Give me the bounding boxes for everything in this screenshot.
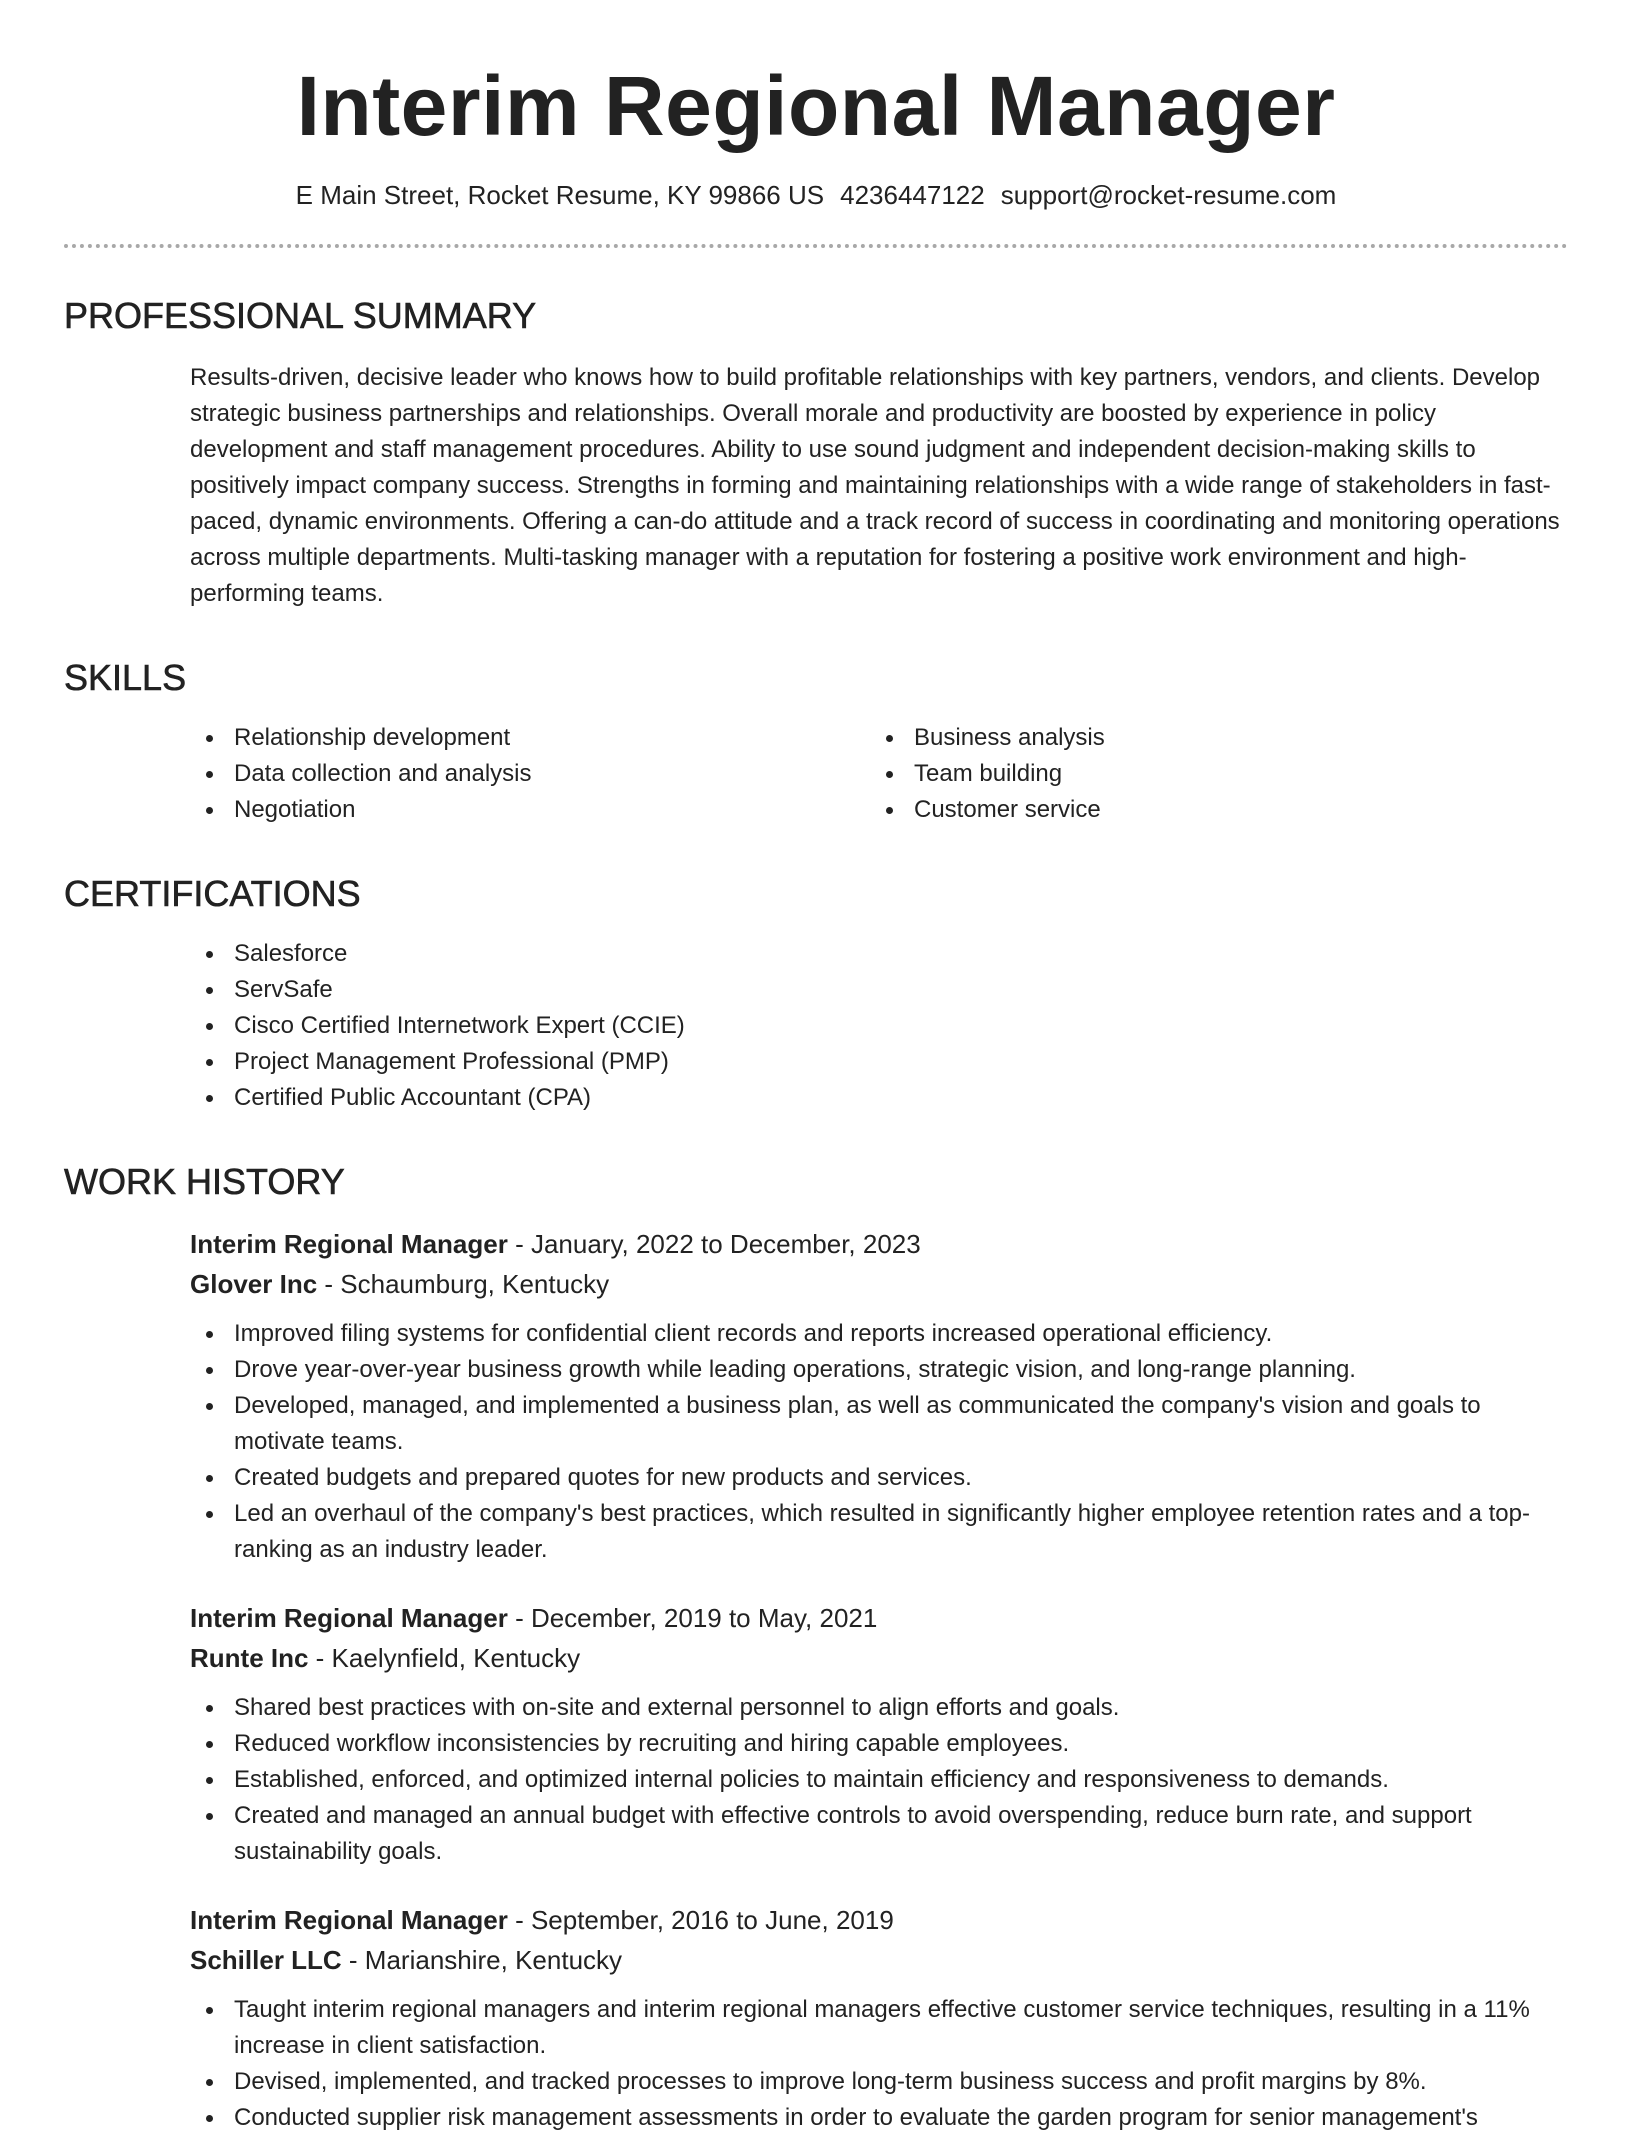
job-location: - Kaelynfield, Kentucky bbox=[308, 1643, 581, 1673]
job-bullet: Established, enforced, and optimized internal policies to maintain efficiency and responsiveness to demands. bbox=[190, 1762, 1570, 1798]
job-company: Runte Inc bbox=[190, 1643, 309, 1673]
job-company-line bbox=[190, 1638, 1568, 1678]
job-dates: - September, 2016 to June, 2019 bbox=[507, 1905, 894, 1935]
job-bullet: Reduced workflow inconsistencies by recruiting and hiring capable employees. bbox=[190, 1726, 1570, 1762]
job-bullet: Created budgets and prepared quotes for new products and services. bbox=[190, 1460, 1570, 1496]
work-history-title: WORK HISTORY bbox=[64, 1161, 345, 1202]
job-company-line bbox=[190, 1264, 1568, 1304]
certifications-section bbox=[64, 872, 1568, 1116]
job-entry bbox=[190, 1224, 1568, 1568]
job-dates: - December, 2019 to May, 2021 bbox=[507, 1603, 878, 1633]
job-title-line bbox=[190, 1224, 1568, 1264]
job-bullet: Drove year-over-year business growth while leading operations, strategic vision, and long-range planning. bbox=[190, 1352, 1570, 1388]
job-bullet: Developed, managed, and implemented a business plan, as well as communicated the company's vision and goals to motivate teams. bbox=[190, 1388, 1570, 1460]
job-company-line bbox=[190, 1940, 1568, 1980]
job-bullet: Devised, implemented, and tracked processes to improve long-term business success and profit margins by 8%. bbox=[190, 2064, 1570, 2100]
skills-columns bbox=[190, 720, 1568, 828]
certifications-title: CERTIFICATIONS bbox=[64, 873, 361, 914]
contact-phone: 4236447122 bbox=[840, 180, 985, 210]
job-title-line bbox=[190, 1598, 1568, 1638]
certification-item: Salesforce bbox=[190, 936, 1568, 972]
skills-list-right bbox=[870, 720, 1550, 828]
job-company: Schiller LLC bbox=[190, 1945, 342, 1975]
certification-item: Certified Public Accountant (CPA) bbox=[190, 1080, 1568, 1116]
contact-email: support@rocket-resume.com bbox=[1000, 180, 1337, 210]
job-entry bbox=[190, 1900, 1568, 2136]
certifications-list bbox=[190, 936, 1568, 1116]
job-bullets bbox=[190, 1316, 1570, 1568]
skill-item: Relationship development bbox=[190, 720, 870, 756]
job-location: - Schaumburg, Kentucky bbox=[317, 1269, 610, 1299]
skills-list-left bbox=[190, 720, 870, 828]
job-company: Glover Inc bbox=[190, 1269, 318, 1299]
skill-item: Customer service bbox=[870, 792, 1550, 828]
skills-title: SKILLS bbox=[64, 657, 187, 698]
skill-item: Team building bbox=[870, 756, 1550, 792]
skills-section bbox=[64, 656, 1568, 828]
job-bullet: Improved filing systems for confidential client records and reports increased operational efficiency. bbox=[190, 1316, 1570, 1352]
job-entry bbox=[190, 1598, 1568, 1870]
job-bullet: Taught interim regional managers and interim regional managers effective customer service techniques, resulting in a 11% increase in client satisfaction. bbox=[190, 1992, 1570, 2064]
job-bullet: Led an overhaul of the company's best practices, which resulted in significantly higher employee retention rates and a top-ranking as an industry leader. bbox=[190, 1496, 1570, 1568]
skill-item: Business analysis bbox=[870, 720, 1550, 756]
job-role: Interim Regional Manager bbox=[190, 1905, 508, 1935]
job-bullet: Shared best practices with on-site and external personnel to align efforts and goals. bbox=[190, 1690, 1570, 1726]
summary-text: Results-driven, decisive leader who knows how to build profitable relationships with key partners, vendors, and clients. Develop strategic business partnerships and relationships. Overall morale and productivity are boosted by experience in policy development and staff management procedures. Ability to use sound judgment and independent decision-making skills to positively impact company success. Strengths in forming and maintaining relationships with a wide range of stakeholders in fast-paced, dynamic environments. Offering a can-do attitude and a track record of success in coordinating and monitoring operations across multiple departments. Multi-tasking manager with a reputation for fostering a positive work environment and high-performing teams. bbox=[190, 364, 1560, 607]
job-location: - Marianshire, Kentucky bbox=[341, 1945, 623, 1975]
candidate-name: Interim Regional Manager bbox=[296, 59, 1336, 153]
contact-line bbox=[64, 178, 1568, 212]
certification-item: Project Management Professional (PMP) bbox=[190, 1044, 1568, 1080]
work-history-section bbox=[64, 1160, 1568, 2136]
summary-section bbox=[64, 294, 1568, 612]
summary-title: PROFESSIONAL SUMMARY bbox=[64, 295, 537, 336]
job-bullet: Conducted supplier risk management assessments in order to evaluate the garden program for senior management's bbox=[190, 2100, 1570, 2136]
header-divider bbox=[64, 244, 1568, 248]
certification-item: ServSafe bbox=[190, 972, 1568, 1008]
skill-item: Data collection and analysis bbox=[190, 756, 870, 792]
job-dates: - January, 2022 to December, 2023 bbox=[507, 1229, 921, 1259]
job-title-line bbox=[190, 1900, 1568, 1940]
job-bullets bbox=[190, 1690, 1570, 1870]
resume-page bbox=[64, 0, 1568, 2136]
contact-address: E Main Street, Rocket Resume, KY 99866 US bbox=[295, 180, 825, 210]
skill-item: Negotiation bbox=[190, 792, 870, 828]
certification-item: Cisco Certified Internetwork Expert (CCIE) bbox=[190, 1008, 1568, 1044]
job-bullets bbox=[190, 1992, 1570, 2136]
job-role: Interim Regional Manager bbox=[190, 1229, 508, 1259]
job-bullet: Created and managed an annual budget with effective controls to avoid overspending, reduce burn rate, and support sustainability goals. bbox=[190, 1798, 1570, 1870]
job-role: Interim Regional Manager bbox=[190, 1603, 508, 1633]
